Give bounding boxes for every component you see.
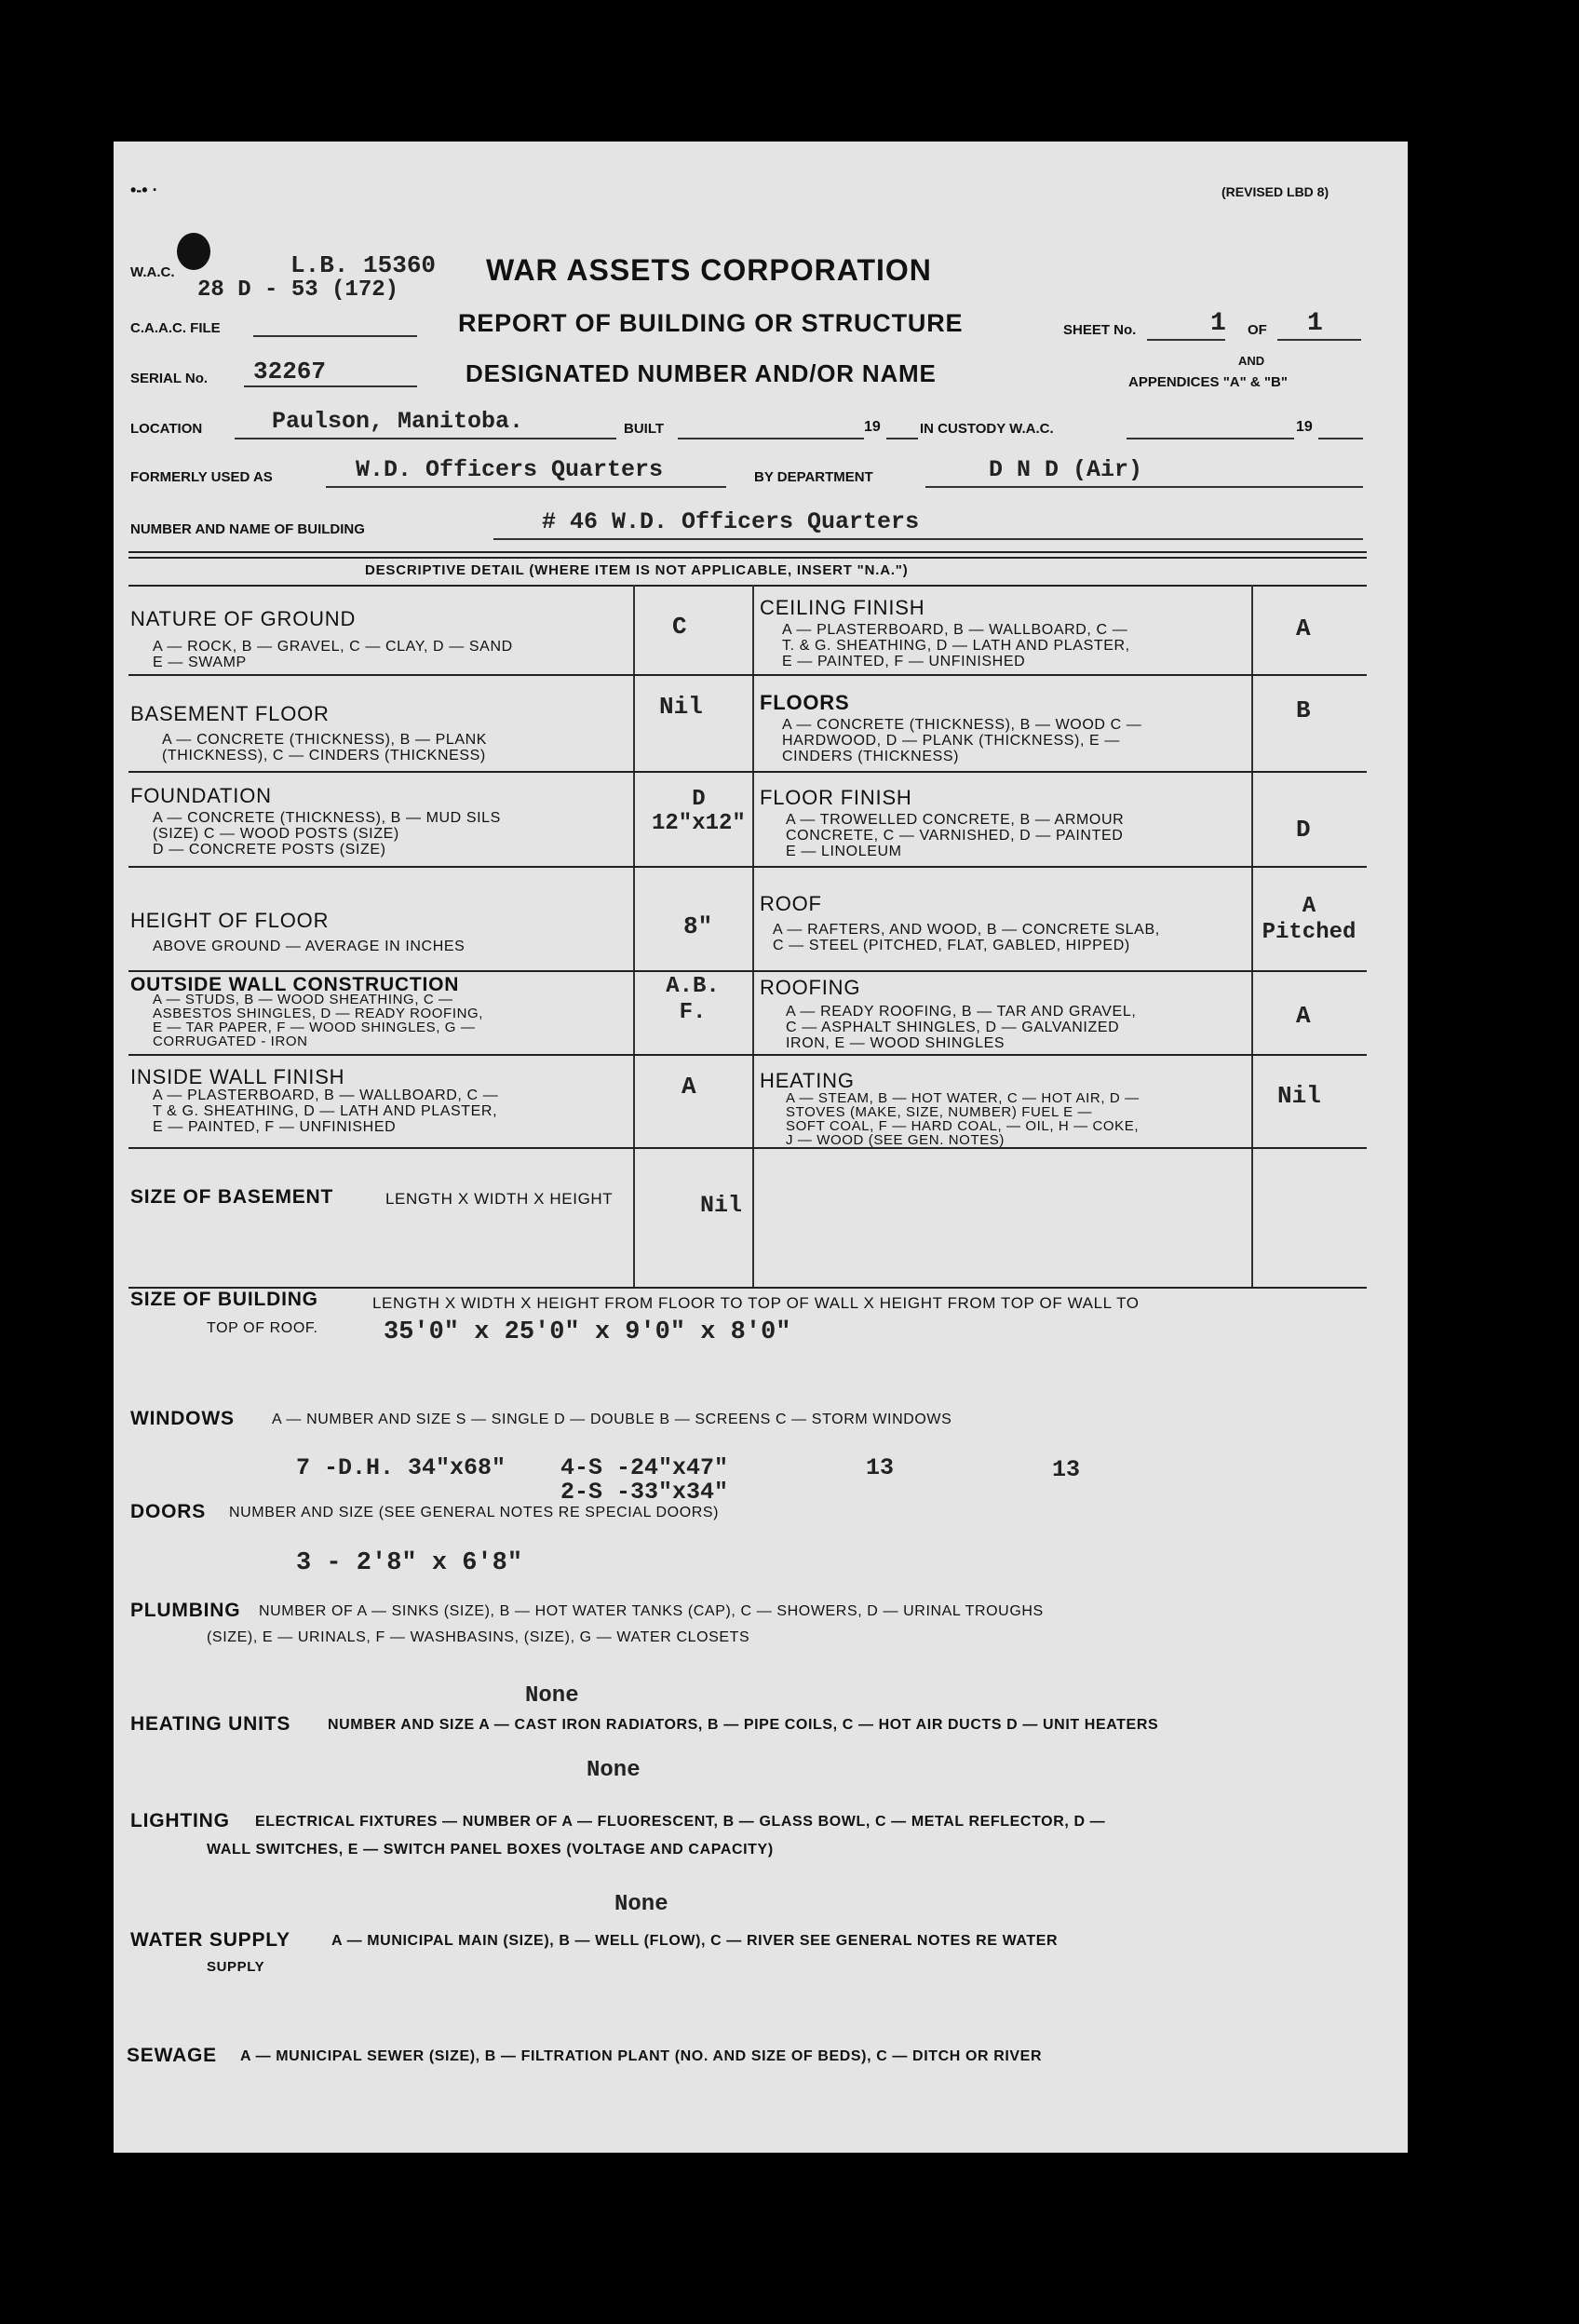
row-rule-3 — [128, 866, 1367, 868]
ceiling-finish-desc: A — PLASTERBOARD, B — WALLBOARD, C — T. & G. SHEATHING, D — LATH AND PLASTER, E — PAINTED, F — UNFINISHED — [782, 622, 1130, 669]
roofing-title: ROOFING — [760, 976, 861, 999]
sheet-of-line — [1277, 339, 1361, 341]
designated-title: DESIGNATED NUMBER AND/OR NAME — [466, 359, 937, 387]
corporation-title: WAR ASSETS CORPORATION — [486, 253, 932, 287]
formerly-label: FORMERLY USED AS — [130, 469, 273, 485]
document-page — [114, 142, 1408, 2153]
custody-label: IN CUSTODY W.A.C. — [920, 421, 1054, 437]
height-of-floor-value: 8" — [683, 912, 713, 940]
doors-value: 3 - 2'8" x 6'8" — [296, 1549, 523, 1577]
plumbing-value: None — [525, 1683, 579, 1709]
department-line — [925, 486, 1363, 488]
sheet-label: SHEET No. — [1063, 322, 1137, 338]
floors-desc: A — CONCRETE (THICKNESS), B — WOOD C — HARDWOOD, D — PLANK (THICKNESS), E — CINDERS (THICKNESS) — [782, 717, 1142, 764]
and-label: AND — [1238, 354, 1265, 368]
heating-desc: A — STEAM, B — HOT WATER, C — HOT AIR, D — STOVES (MAKE, SIZE, NUMBER) FUEL E — SOFT COAL, F — HARD COAL, — OIL, H — COKE, J — WOOD (SEE GEN. NOTES) — [786, 1090, 1140, 1148]
col-divider-2 — [752, 585, 754, 1287]
windows-value-single-2: 2-S -33"x34" — [560, 1479, 729, 1506]
formerly-line — [326, 486, 726, 488]
floors-title: FLOORS — [760, 691, 850, 714]
built-label: BUILT — [624, 421, 665, 437]
floor-finish-value: D — [1296, 816, 1311, 844]
inside-wall-value: A — [682, 1073, 696, 1101]
heating-units-desc: NUMBER AND SIZE A — CAST IRON RADIATORS, B — PIPE COILS, C — HOT AIR DUCTS D — UNIT HEATERS — [328, 1717, 1159, 1733]
inside-wall-desc: A — PLASTERBOARD, B — WALLBOARD, C — T & G. SHEATHING, D — LATH AND PLASTER, E — PAINTED, F — UNFINISHED — [153, 1088, 499, 1135]
roofing-desc: A — READY ROOFING, B — TAR AND GRAVEL, C — ASPHALT SHINGLES, D — GALVANIZED IRON, E — WOOD SHINGLES — [786, 1004, 1137, 1051]
size-of-building-value: 35'0" x 25'0" x 9'0" x 8'0" — [384, 1318, 791, 1346]
foundation-value: D 12"x12" — [652, 787, 746, 836]
serial-value: 32267 — [253, 358, 327, 385]
lighting-desc-2: WALL SWITCHES, E — SWITCH PANEL BOXES (VOLTAGE AND CAPACITY) — [207, 1842, 774, 1858]
size-of-building-desc-2: TOP OF ROOF. — [207, 1320, 318, 1336]
caac-line — [253, 335, 417, 337]
custody-19: 19 — [1296, 419, 1313, 435]
size-of-building-title: SIZE OF BUILDING — [130, 1289, 318, 1310]
nature-of-ground-title: NATURE OF GROUND — [130, 607, 357, 630]
ceiling-finish-title: CEILING FINISH — [760, 596, 925, 619]
heating-units-value: None — [587, 1758, 641, 1783]
roof-title: ROOF — [760, 892, 822, 915]
ink-blot — [177, 233, 210, 270]
location-label: LOCATION — [130, 421, 203, 437]
table-top-rule — [128, 551, 1367, 553]
built-19: 19 — [864, 419, 881, 435]
windows-value-single-1: 4-S -24"x47" — [560, 1454, 729, 1481]
roof-value: A Pitched — [1262, 894, 1356, 945]
height-of-floor-title: HEIGHT OF FLOOR — [130, 909, 330, 932]
department-value: D N D (Air) — [989, 456, 1143, 483]
foundation-title: FOUNDATION — [130, 784, 272, 807]
lighting-value: None — [614, 1892, 668, 1917]
appendices-label: APPENDICES "A" & "B" — [1128, 374, 1288, 390]
report-title: REPORT OF BUILDING OR STRUCTURE — [458, 309, 964, 337]
building-value: # 46 W.D. Officers Quarters — [542, 508, 920, 535]
sheet-number: 1 — [1210, 309, 1226, 338]
location-value: Paulson, Manitoba. — [272, 408, 524, 435]
row-rule-2 — [128, 771, 1367, 773]
ceiling-finish-value: A — [1296, 615, 1311, 642]
doors-title: DOORS — [130, 1501, 207, 1522]
lighting-title: LIGHTING — [130, 1810, 230, 1831]
plumbing-desc-2: (SIZE), E — URINALS, F — WASHBASINS, (SIZE), G — WATER CLOSETS — [207, 1629, 750, 1645]
table-header-rule — [128, 585, 1367, 587]
floors-value: B — [1296, 696, 1311, 724]
floor-finish-title: FLOOR FINISH — [760, 786, 912, 809]
location-line — [235, 438, 616, 439]
outside-wall-value: A.B. F. — [666, 974, 720, 1025]
roofing-value: A — [1296, 1002, 1311, 1030]
of-label: OF — [1248, 322, 1267, 338]
caac-label: C.A.A.C. FILE — [130, 320, 221, 336]
lighting-desc: ELECTRICAL FIXTURES — NUMBER OF A — FLUORESCENT, B — GLASS BOWL, C — METAL REFLECTOR, D — — [255, 1814, 1106, 1830]
outside-wall-desc: A — STUDS, B — WOOD SHEATHING, C — ASBESTOS SHINGLES, D — READY ROOFING, E — TAR PAPER, F — WOOD SHINGLES, G — CORRUGATED - IRON — [153, 992, 484, 1049]
water-supply-desc-2: SUPPLY — [207, 1959, 265, 1975]
col-divider-1 — [633, 585, 635, 1287]
row-rule-5 — [128, 1054, 1367, 1056]
descriptive-detail-title: DESCRIPTIVE DETAIL (WHERE ITEM IS NOT APPLICABLE, INSERT "N.A.") — [365, 562, 909, 578]
basement-floor-title: BASEMENT FLOOR — [130, 702, 330, 725]
inside-wall-title: INSIDE WALL FINISH — [130, 1065, 345, 1088]
basement-floor-desc: A — CONCRETE (THICKNESS), B — PLANK (THICKNESS), C — CINDERS (THICKNESS) — [162, 732, 488, 763]
water-supply-desc: A — MUNICIPAL MAIN (SIZE), B — WELL (FLOW), C — RIVER SEE GENERAL NOTES RE WATER — [331, 1933, 1059, 1949]
nature-of-ground-desc: A — ROCK, B — GRAVEL, C — CLAY, D — SAND E — SWAMP — [153, 639, 513, 670]
basement-floor-value: Nil — [659, 693, 703, 721]
custody-year-line — [1318, 438, 1363, 439]
custody-line — [1127, 438, 1294, 439]
windows-title: WINDOWS — [130, 1408, 235, 1429]
heating-title: HEATING — [760, 1069, 855, 1092]
heating-value: Nil — [1277, 1082, 1321, 1110]
size-of-building-desc: LENGTH X WIDTH X HEIGHT FROM FLOOR TO TOP OF WALL X HEIGHT FROM TOP OF WALL TO — [372, 1294, 1140, 1312]
size-of-basement-title: SIZE OF BASEMENT — [130, 1186, 334, 1208]
windows-desc: A — NUMBER AND SIZE S — SINGLE D — DOUBLE B — SCREENS C — STORM WINDOWS — [272, 1412, 952, 1427]
built-year-line — [886, 438, 918, 439]
foundation-desc: A — CONCRETE (THICKNESS), B — MUD SILS (SIZE) C — WOOD POSTS (SIZE) D — CONCRETE POSTS (SIZE) — [153, 810, 501, 858]
wac-sub: 28 D - 53 (172) — [197, 277, 399, 303]
floor-finish-desc: A — TROWELLED CONCRETE, B — ARMOUR CONCRETE, C — VARNISHED, D — PAINTED E — LINOLEUM — [786, 812, 1125, 859]
sheet-line — [1147, 339, 1225, 341]
built-line — [678, 438, 864, 439]
sewage-desc: A — MUNICIPAL SEWER (SIZE), B — FILTRATION PLANT (NO. AND SIZE OF BEDS), C — DITCH OR RIVER — [240, 2048, 1043, 2064]
roof-desc: A — RAFTERS, AND WOOD, B — CONCRETE SLAB, C — STEEL (PITCHED, FLAT, GABLED, HIPPED) — [773, 922, 1160, 953]
table-top-rule-2 — [128, 557, 1367, 559]
serial-label: SERIAL No. — [130, 371, 209, 386]
wac-label: W.A.C. — [130, 264, 175, 280]
formerly-value: W.D. Officers Quarters — [356, 456, 664, 483]
row-rule-4 — [128, 970, 1367, 972]
corner-mark: •-• · — [130, 181, 158, 199]
doors-desc: NUMBER AND SIZE (SEE GENERAL NOTES RE SPECIAL DOORS) — [229, 1505, 720, 1520]
windows-value-screens: 13 — [866, 1454, 895, 1481]
size-of-basement-desc: LENGTH X WIDTH X HEIGHT — [385, 1190, 614, 1208]
row-rule-6 — [128, 1147, 1367, 1149]
plumbing-desc: NUMBER OF A — SINKS (SIZE), B — HOT WATER TANKS (CAP), C — SHOWERS, D — URINAL TROUGHS — [259, 1603, 1044, 1619]
size-of-basement-value: Nil — [700, 1192, 743, 1219]
sewage-title: SEWAGE — [127, 2045, 217, 2066]
nature-of-ground-value: C — [672, 613, 687, 641]
wac-value: L.B. 15360 — [290, 251, 437, 279]
outside-wall-title: OUTSIDE WALL CONSTRUCTION — [130, 974, 460, 995]
row-rule-1 — [128, 674, 1367, 676]
water-supply-title: WATER SUPPLY — [130, 1929, 290, 1951]
heating-units-title: HEATING UNITS — [130, 1713, 291, 1735]
building-label: NUMBER AND NAME OF BUILDING — [130, 521, 365, 537]
building-line — [493, 538, 1363, 540]
revised-note: (REVISED LBD 8) — [1221, 184, 1329, 199]
height-of-floor-desc: ABOVE GROUND — AVERAGE IN INCHES — [153, 939, 466, 954]
windows-value-storm: 13 — [1052, 1456, 1081, 1483]
department-label: BY DEPARTMENT — [754, 469, 873, 485]
windows-value-number: 7 -D.H. 34"x68" — [296, 1454, 506, 1481]
serial-line — [244, 385, 417, 387]
plumbing-title: PLUMBING — [130, 1600, 241, 1621]
sheet-of: 1 — [1307, 309, 1323, 338]
